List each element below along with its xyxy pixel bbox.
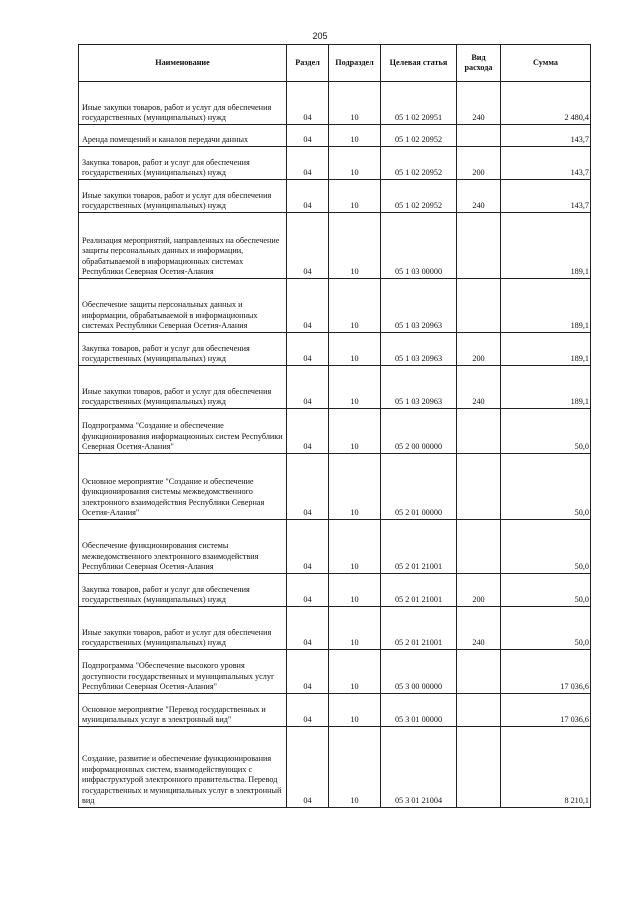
cell-expense-type	[457, 650, 501, 694]
cell-subsection: 10	[329, 607, 381, 650]
cell-section: 04	[287, 574, 329, 607]
cell-target: 05 2 01 21001	[381, 520, 457, 574]
cell-sum: 50,0	[501, 409, 591, 454]
table-row	[79, 180, 591, 213]
cell-sum: 143,7	[501, 147, 591, 180]
cell-subsection: 10	[329, 366, 381, 409]
cell-name: Закупка товаров, работ и услуг для обеспечения государственных (муниципальных) нужд	[79, 147, 287, 180]
cell-expense-type	[457, 694, 501, 727]
cell-name: Создание, развитие и обеспечение функционирования информационных систем, взаимодействующих с инфраструктурой электронного правительства. Перевод государственных и муниципальных услуг в электронный вид	[79, 727, 287, 808]
table-row	[79, 366, 591, 409]
cell-name: Обеспечение функционирования системы межведомственного электронного взаимодействия Республики Северная Осетия-Алания	[79, 520, 287, 574]
table-body	[79, 82, 591, 808]
cell-sum: 50,0	[501, 574, 591, 607]
table-row	[79, 727, 591, 808]
cell-target: 05 1 02 20952	[381, 147, 457, 180]
cell-target: 05 3 01 00000	[381, 694, 457, 727]
cell-subsection: 10	[329, 520, 381, 574]
cell-expense-type: 240	[457, 180, 501, 213]
table-row	[79, 650, 591, 694]
table-row	[79, 333, 591, 366]
cell-sum: 50,0	[501, 520, 591, 574]
header-section: Раздел	[287, 45, 329, 82]
cell-expense-type	[457, 213, 501, 279]
cell-section: 04	[287, 333, 329, 366]
cell-subsection: 10	[329, 180, 381, 213]
header-name: Наименование	[79, 45, 287, 82]
cell-name: Аренда помещений и каналов передачи данных	[79, 125, 287, 147]
cell-target: 05 2 01 00000	[381, 454, 457, 520]
cell-section: 04	[287, 279, 329, 333]
cell-expense-type	[457, 520, 501, 574]
page-number: 205	[312, 31, 328, 41]
cell-target: 05 2 00 00000	[381, 409, 457, 454]
cell-name: Иные закупки товаров, работ и услуг для обеспечения государственных (муниципальных) нужд	[79, 180, 287, 213]
cell-target: 05 3 00 00000	[381, 650, 457, 694]
cell-target: 05 3 01 21004	[381, 727, 457, 808]
cell-section: 04	[287, 125, 329, 147]
table-row	[79, 454, 591, 520]
cell-expense-type: 200	[457, 333, 501, 366]
cell-subsection: 10	[329, 574, 381, 607]
cell-target: 05 1 03 20963	[381, 366, 457, 409]
cell-target: 05 1 02 20952	[381, 180, 457, 213]
header-target: Целевая статья	[381, 45, 457, 82]
table-row	[79, 147, 591, 180]
cell-sum: 143,7	[501, 125, 591, 147]
cell-target: 05 1 03 20963	[381, 333, 457, 366]
cell-subsection: 10	[329, 409, 381, 454]
cell-name: Подпрограмма "Создание и обеспечение функционирования информационных систем Республики Северная Осетия-Алания"	[79, 409, 287, 454]
table-row	[79, 409, 591, 454]
cell-sum: 50,0	[501, 454, 591, 520]
cell-sum: 17 036,6	[501, 650, 591, 694]
table-row	[79, 520, 591, 574]
cell-target: 05 1 03 00000	[381, 213, 457, 279]
cell-section: 04	[287, 650, 329, 694]
cell-section: 04	[287, 727, 329, 808]
header-expense-type: Вид расхода	[457, 45, 501, 82]
cell-subsection: 10	[329, 82, 381, 125]
cell-section: 04	[287, 82, 329, 125]
cell-name: Реализация мероприятий, направленных на обеспечение защиты персональных данных и информации, обрабатываемой в информационных системах Республики Северная Осетия-Алания	[79, 213, 287, 279]
cell-target: 05 2 01 21001	[381, 607, 457, 650]
cell-expense-type: 200	[457, 574, 501, 607]
cell-expense-type	[457, 727, 501, 808]
cell-name: Основное мероприятие "Создание и обеспечение функционирования системы межведомственного электронного взаимодействия Республики Северная Осетия-Алания"	[79, 454, 287, 520]
cell-expense-type	[457, 125, 501, 147]
table-row	[79, 125, 591, 147]
cell-expense-type: 240	[457, 82, 501, 125]
cell-expense-type: 200	[457, 147, 501, 180]
cell-subsection: 10	[329, 694, 381, 727]
cell-sum: 17 036,6	[501, 694, 591, 727]
cell-sum: 189,1	[501, 366, 591, 409]
cell-target: 05 1 03 20963	[381, 279, 457, 333]
cell-section: 04	[287, 147, 329, 180]
cell-name: Подпрограмма "Обеспечение высокого уровня доступности государственных и муниципальных услуг Республики Северная Осетия-Алания"	[79, 650, 287, 694]
cell-expense-type: 240	[457, 607, 501, 650]
cell-section: 04	[287, 454, 329, 520]
cell-expense-type	[457, 409, 501, 454]
table-row	[79, 213, 591, 279]
cell-expense-type	[457, 279, 501, 333]
table-header-row	[79, 45, 591, 82]
table-row	[79, 574, 591, 607]
cell-name: Основное мероприятие "Перевод государственных и муниципальных услуг в электронный вид"	[79, 694, 287, 727]
cell-target: 05 1 02 20951	[381, 82, 457, 125]
budget-table	[78, 44, 591, 808]
cell-section: 04	[287, 694, 329, 727]
cell-name: Обеспечение защиты персональных данных и информации, обрабатываемой в информационных системах Республики Северная Осетия-Алания	[79, 279, 287, 333]
cell-expense-type	[457, 454, 501, 520]
cell-subsection: 10	[329, 727, 381, 808]
cell-section: 04	[287, 409, 329, 454]
cell-subsection: 10	[329, 279, 381, 333]
cell-section: 04	[287, 607, 329, 650]
cell-section: 04	[287, 180, 329, 213]
cell-subsection: 10	[329, 147, 381, 180]
cell-sum: 189,1	[501, 213, 591, 279]
cell-sum: 189,1	[501, 333, 591, 366]
header-subsection: Подраздел	[329, 45, 381, 82]
cell-subsection: 10	[329, 213, 381, 279]
cell-expense-type: 240	[457, 366, 501, 409]
cell-sum: 50,0	[501, 607, 591, 650]
header-sum: Сумма	[501, 45, 591, 82]
cell-subsection: 10	[329, 125, 381, 147]
cell-section: 04	[287, 366, 329, 409]
cell-target: 05 2 01 21001	[381, 574, 457, 607]
cell-sum: 143,7	[501, 180, 591, 213]
table-row	[79, 694, 591, 727]
cell-section: 04	[287, 520, 329, 574]
table-row	[79, 607, 591, 650]
table-row	[79, 82, 591, 125]
cell-section: 04	[287, 213, 329, 279]
cell-subsection: 10	[329, 333, 381, 366]
table-row	[79, 279, 591, 333]
cell-sum: 2 480,4	[501, 82, 591, 125]
cell-sum: 189,1	[501, 279, 591, 333]
cell-name: Иные закупки товаров, работ и услуг для обеспечения государственных (муниципальных) нужд	[79, 607, 287, 650]
cell-name: Закупка товаров, работ и услуг для обеспечения государственных (муниципальных) нужд	[79, 574, 287, 607]
cell-subsection: 10	[329, 650, 381, 694]
cell-subsection: 10	[329, 454, 381, 520]
cell-name: Иные закупки товаров, работ и услуг для обеспечения государственных (муниципальных) нужд	[79, 82, 287, 125]
cell-target: 05 1 02 20952	[381, 125, 457, 147]
cell-name: Закупка товаров, работ и услуг для обеспечения государственных (муниципальных) нужд	[79, 333, 287, 366]
cell-sum: 8 210,1	[501, 727, 591, 808]
cell-name: Иные закупки товаров, работ и услуг для обеспечения государственных (муниципальных) нужд	[79, 366, 287, 409]
